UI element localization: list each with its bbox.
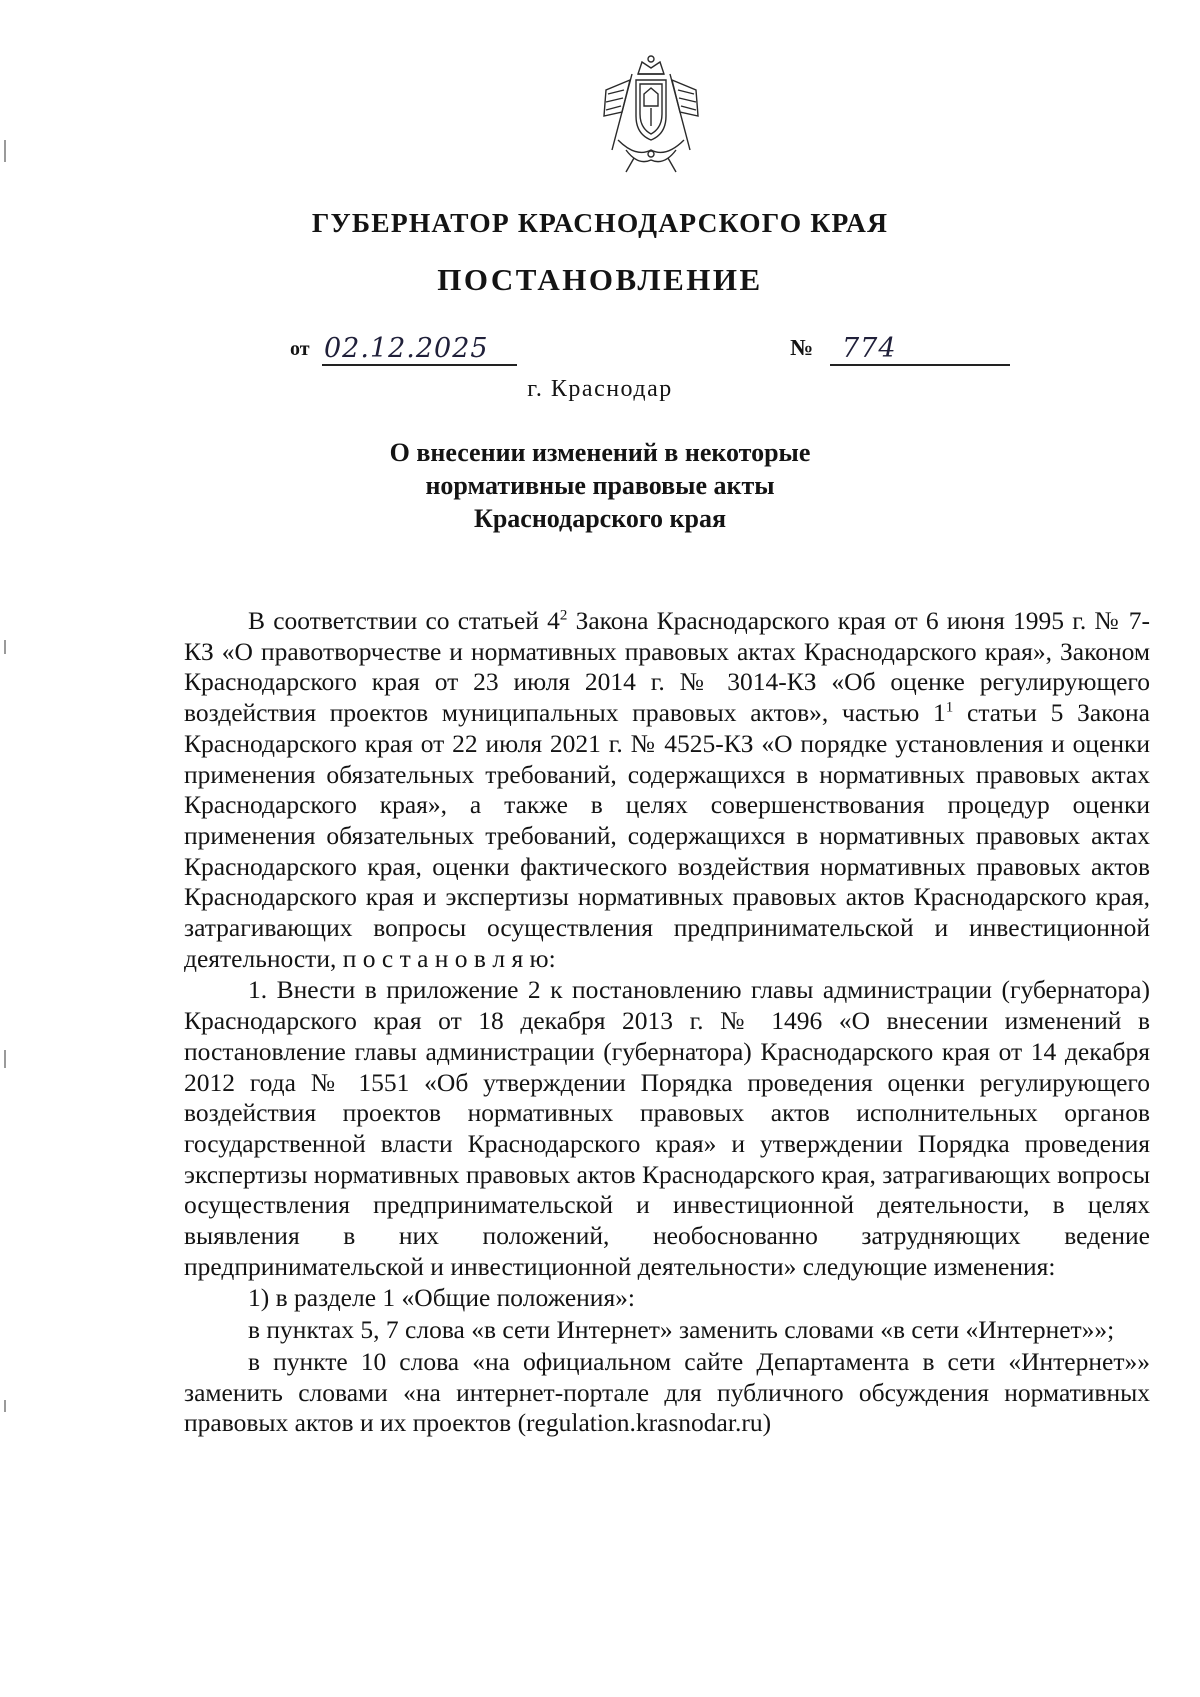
- date-underline: [322, 364, 517, 366]
- city-line: г. Краснодар: [527, 376, 673, 402]
- handwritten-number: 774: [842, 333, 897, 364]
- subitem-1-paragraph: 1) в разделе 1 «Общие положения»:: [248, 1283, 636, 1313]
- handwritten-date: 02.12.2025: [324, 333, 489, 364]
- preamble-text-1: В соответствии со статьей 4: [248, 606, 560, 635]
- title-line-3: Краснодарского края: [473, 504, 727, 533]
- preamble-text-2: Закона Краснодарского края от 6 июня 1995 г. № 7-КЗ «О правотворчестве и нормативных правовых актах Краснодарского края», Законом Краснодарского края от 23 июля 2014 г. № 3014-КЗ «Об оценке регулирующего воздействия проектов муниципальных правовых актов», частью 1: [184, 606, 1150, 728]
- issuing-authority: ГУБЕРНАТОР КРАСНОДАРСКОГО КРАЯ: [311, 207, 889, 238]
- title-line-2: нормативные правовые акты: [425, 471, 775, 500]
- document-body: [184, 606, 1150, 1439]
- date-prefix: от: [290, 338, 310, 360]
- amendment-paragraph-2: в пункте 10 слова «на официальном сайте Департамента в сети «Интернет»» заменить словами «на интернет-портале для публичного обсуждения нормативных правовых актов и их проектов (regulation.krasnodar.ru): [184, 1346, 1150, 1438]
- preamble-text-3: статьи 5 Закона Краснодарского края от 22 июля 2021 г. № 4525-КЗ «О порядке установления и оценки применения обязательных требований, содержащихся в нормативных правовых актах Краснодарского края», а также в целях совершенствования процедур оценки применения обязательных требований, содержащихся в нормативных правовых актах Краснодарского края, оценки фактического воздействия нормативных правовых актов Краснодарского края и экспертизы нормативных правовых актов Краснодарского края, затрагивающих вопросы осуществления предпринимательской и инвестиционной деятельности, п о с т а н о в л я ю:: [184, 698, 1150, 973]
- number-underline: [830, 364, 1010, 366]
- scan-edge-mark: [4, 140, 6, 162]
- amendment-paragraph-1: в пунктах 5, 7 слова «в сети Интернет» заменить словами «в сети «Интернет»»;: [248, 1315, 1115, 1345]
- date-field: [290, 330, 530, 370]
- krasnodar-coat-of-arms-emblem: [596, 54, 706, 176]
- scan-edge-mark: [4, 1050, 6, 1068]
- title-line-1: О внесении изменений в некоторые: [389, 438, 811, 467]
- number-prefix: №: [790, 335, 814, 360]
- number-field: [790, 330, 1020, 370]
- preamble-superscript-2: 1: [945, 699, 954, 716]
- scan-edge-mark: [4, 640, 6, 654]
- preamble-paragraph: [184, 606, 1150, 974]
- scan-edge-mark: [4, 1400, 6, 1412]
- item-1-paragraph: 1. Внести в приложение 2 к постановлению главы администрации (губернатора) Краснодарского края от 18 декабря 2013 г. № 1496 «О внесении изменений в постановление главы администрации (губернатора) Краснодарского края от 14 декабря 2012 года № 1551 «Об утверждении Порядка проведения оценки регулирующего воздействия проектов нормативных правовых актов исполнительных органов государственной власти Краснодарского края» и утверждении Порядка проведения экспертизы нормативных правовых актов Краснодарского края, затрагивающих вопросы осуществления предпринимательской и инвестиционной деятельности, в целях выявления в них положений, необоснованно затрудняющих ведение предпринимательской и инвестиционной деятельности» следующие изменения:: [184, 975, 1150, 1281]
- preamble-superscript-1: 2: [559, 607, 568, 624]
- document-title: [0, 436, 1200, 535]
- document-type: ПОСТАНОВЛЕНИЕ: [437, 262, 763, 297]
